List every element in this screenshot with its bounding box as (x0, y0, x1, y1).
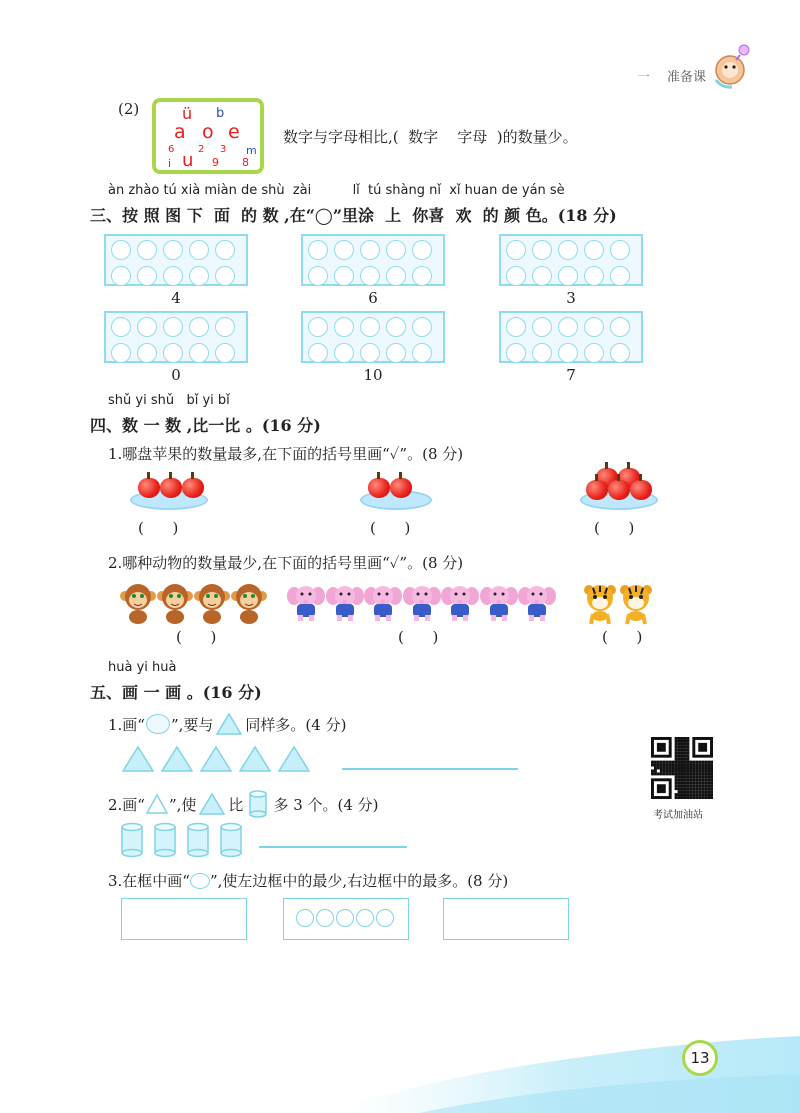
colorable-circle[interactable] (308, 317, 328, 337)
colorable-circle[interactable] (111, 343, 131, 363)
answer-line[interactable] (342, 768, 518, 770)
colorable-circle[interactable] (334, 317, 354, 337)
apple-icon (160, 478, 182, 498)
frame-number: 4 (171, 289, 181, 307)
circle-frame[interactable] (499, 311, 643, 363)
sec5-q2-part: 多 3 个。(4 分) (273, 795, 379, 814)
monkey-icon (157, 582, 193, 628)
sec5-q2-part: ”,使 (168, 795, 197, 814)
apple-icon (390, 478, 412, 498)
colorable-circle[interactable] (558, 343, 578, 363)
header-dash: 一 (637, 70, 651, 85)
colorable-circle[interactable] (189, 240, 209, 260)
triangle-icon (198, 792, 226, 816)
sec3-title: 三、按 照 图 下 面 的 数 ,在“◯”里涂 上 你喜 欢 的 颜 色。(18 分) (90, 206, 617, 225)
colorable-circle[interactable] (532, 343, 552, 363)
answer-line[interactable] (259, 846, 407, 848)
answer-box-middle (283, 898, 409, 940)
colorable-circle[interactable] (386, 343, 406, 363)
sec4-q1-text: 1.哪盘苹果的数量最多,在下面的括号里画“✓”。(8 分) (108, 445, 464, 463)
sec5-q2-part: 比 (228, 795, 244, 814)
colorable-circle[interactable] (506, 266, 526, 286)
colorable-circle[interactable] (506, 343, 526, 363)
triangle-icon (199, 745, 233, 777)
card-letter: u (182, 150, 194, 171)
card-letter: ü (182, 104, 193, 123)
circle-icon (336, 909, 354, 927)
tiger-icon (619, 582, 653, 630)
apple-icon (368, 478, 390, 498)
sec4-title: 四、数 一 数 ,比一比 。(16 分) (90, 416, 321, 435)
colorable-circle[interactable] (334, 240, 354, 260)
colorable-circle[interactable] (334, 266, 354, 286)
sec5-pinyin: huà yi huà (108, 660, 177, 675)
apple-icon (630, 480, 652, 500)
header-section-title: 准备课 (667, 70, 707, 85)
monkey-icon (231, 582, 267, 628)
sec5-q1-text (108, 712, 346, 736)
colorable-circle[interactable] (360, 343, 380, 363)
mascot-icon (712, 40, 752, 90)
q2-text: 数字与字母相比,( 数字 字母 )的数量少。 (283, 128, 578, 146)
circle-icon (316, 909, 334, 927)
answer-paren[interactable]: ( ) (176, 628, 217, 646)
elephant-icon (441, 582, 479, 626)
colorable-circle[interactable] (308, 343, 328, 363)
tiger-icon (583, 582, 617, 630)
colorable-circle[interactable] (532, 317, 552, 337)
circle-icon (296, 909, 314, 927)
elephant-icon (518, 582, 556, 626)
colorable-circle[interactable] (308, 266, 328, 286)
triangle-icon (215, 712, 243, 736)
apple-icon (586, 480, 608, 500)
qr-caption: 考试加油站 (653, 810, 703, 821)
colorable-circle[interactable] (215, 317, 235, 337)
triangle-icon (238, 745, 272, 777)
colorable-circle[interactable] (412, 240, 432, 260)
colorable-circle[interactable] (189, 343, 209, 363)
colorable-circle[interactable] (610, 240, 630, 260)
circle-icon (146, 714, 170, 734)
colorable-circle[interactable] (532, 240, 552, 260)
answer-paren[interactable]: ( ) (370, 519, 411, 537)
answer-box-left[interactable] (121, 898, 247, 940)
triangle-icon (121, 745, 155, 777)
colorable-circle[interactable] (137, 240, 157, 260)
colorable-circle[interactable] (189, 266, 209, 286)
sec5-title: 五、画 一 画 。(16 分) (90, 683, 262, 702)
triangle-icon (277, 745, 311, 777)
sec3-pinyin: àn zhào tú xià miàn de shù zài lǐ tú shàng nǐ xǐ huan de yán sè (108, 183, 565, 198)
colorable-circle[interactable] (506, 240, 526, 260)
colorable-circle[interactable] (137, 266, 157, 286)
footer-wave (0, 1010, 800, 1113)
answer-paren[interactable]: ( ) (602, 628, 643, 646)
colorable-circle[interactable] (189, 317, 209, 337)
card-letter: m (246, 144, 257, 157)
elephant-icon (326, 582, 364, 626)
cylinder-icon (247, 790, 269, 818)
frame-number: 10 (363, 366, 383, 384)
answer-paren[interactable]: ( ) (138, 519, 179, 537)
cylinder-icon (218, 822, 244, 862)
card-digit: 2 (198, 144, 205, 155)
colorable-circle[interactable] (386, 240, 406, 260)
circle-icon (376, 909, 394, 927)
elephant-icon (403, 582, 441, 626)
page-number: 13 (690, 1049, 710, 1067)
circle-icon (190, 873, 210, 889)
sec5-q1-part: ”,要与 (170, 715, 214, 734)
colorable-circle[interactable] (558, 266, 578, 286)
colorable-circle[interactable] (386, 266, 406, 286)
colorable-circle[interactable] (412, 266, 432, 286)
circle-frame[interactable] (104, 234, 248, 286)
elephant-icon (287, 582, 325, 626)
colorable-circle[interactable] (584, 317, 604, 337)
colorable-circle[interactable] (532, 266, 552, 286)
colorable-circle[interactable] (584, 266, 604, 286)
card-letter: o (202, 121, 214, 143)
colorable-circle[interactable] (111, 317, 131, 337)
colorable-circle[interactable] (558, 240, 578, 260)
card-digit: 9 (212, 156, 219, 169)
frame-number: 0 (171, 366, 181, 384)
card-digit: 8 (242, 156, 249, 169)
colorable-circle[interactable] (360, 266, 380, 286)
apple-icon (608, 480, 630, 500)
monkey-icon (120, 582, 156, 628)
colorable-circle[interactable] (360, 317, 380, 337)
elephant-icon (480, 582, 518, 626)
colorable-circle[interactable] (163, 317, 183, 337)
cylinder-icon (185, 822, 211, 862)
circle-frame[interactable] (104, 311, 248, 363)
qr-code (651, 737, 713, 799)
sec5-q3-text (108, 870, 508, 891)
page-number-badge (682, 1040, 718, 1076)
colorable-circle[interactable] (111, 240, 131, 260)
colorable-circle[interactable] (163, 343, 183, 363)
circle-frame[interactable] (499, 234, 643, 286)
cylinder-icon (119, 822, 145, 862)
colorable-circle[interactable] (215, 343, 235, 363)
triangle-icon (145, 793, 169, 815)
sec4-pinyin: shǔ yi shǔ bǐ yi bǐ (108, 393, 230, 408)
frame-number: 6 (368, 289, 378, 307)
apple-icon (182, 478, 204, 498)
colorable-circle[interactable] (163, 240, 183, 260)
colorable-circle[interactable] (163, 266, 183, 286)
colorable-circle[interactable] (412, 317, 432, 337)
sec5-q2-text (108, 790, 379, 818)
letter-digit-card (152, 98, 264, 174)
circle-frame[interactable] (301, 311, 445, 363)
colorable-circle[interactable] (137, 317, 157, 337)
colorable-circle[interactable] (386, 317, 406, 337)
frame-number: 7 (566, 366, 576, 384)
monkey-icon (194, 582, 230, 628)
sec5-q1-part: 1.画“ (108, 715, 145, 734)
colorable-circle[interactable] (610, 343, 630, 363)
sec5-q3-part: ”,使左边框中的最少,右边框中的最多。(8 分) (209, 872, 509, 890)
colorable-circle[interactable] (610, 266, 630, 286)
answer-box-right[interactable] (443, 898, 569, 940)
colorable-circle[interactable] (412, 343, 432, 363)
q2-label: (2) (118, 100, 140, 118)
card-digit: 6 (168, 144, 175, 155)
colorable-circle[interactable] (360, 240, 380, 260)
colorable-circle[interactable] (137, 343, 157, 363)
answer-paren[interactable]: ( ) (398, 628, 439, 646)
colorable-circle[interactable] (506, 317, 526, 337)
cylinder-icon (152, 822, 178, 862)
sec5-q3-part: 3.在框中画“ (108, 872, 190, 890)
circle-icon (356, 909, 374, 927)
colorable-circle[interactable] (558, 317, 578, 337)
colorable-circle[interactable] (584, 343, 604, 363)
apple-icon (138, 478, 160, 498)
card-digit: 3 (220, 144, 227, 155)
colorable-circle[interactable] (584, 240, 604, 260)
frame-number: 3 (566, 289, 576, 307)
triangle-icon (160, 745, 194, 777)
colorable-circle[interactable] (111, 266, 131, 286)
sec5-q1-part: 同样多。(4 分) (245, 715, 347, 734)
colorable-circle[interactable] (610, 317, 630, 337)
answer-paren[interactable]: ( ) (594, 519, 635, 537)
card-letter: e (228, 121, 240, 143)
card-letter: i (168, 157, 172, 170)
card-letter: a (174, 121, 186, 143)
elephant-icon (364, 582, 402, 626)
colorable-circle[interactable] (308, 240, 328, 260)
colorable-circle[interactable] (215, 240, 235, 260)
colorable-circle[interactable] (334, 343, 354, 363)
card-letter: b (216, 106, 225, 121)
sec5-q2-part: 2.画“ (108, 795, 145, 814)
sec4-q2-text: 2.哪种动物的数量最少,在下面的括号里画“✓”。(8 分) (108, 554, 464, 572)
colorable-circle[interactable] (215, 266, 235, 286)
circle-frame[interactable] (301, 234, 445, 286)
